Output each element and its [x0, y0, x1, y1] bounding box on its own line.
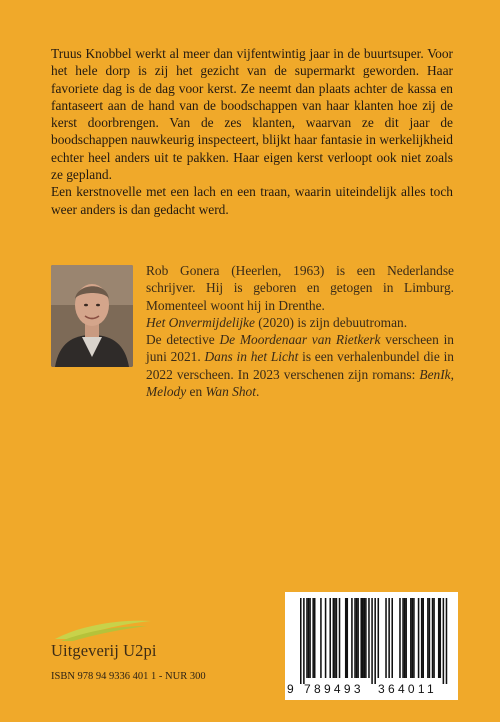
- barcode-bar: [334, 598, 336, 678]
- barcode-guard-bar: [303, 598, 305, 684]
- book-title-dans: Dans in het Licht: [204, 349, 299, 365]
- book-title-moordenaar: De Moordenaar van Rietkerk: [219, 332, 381, 348]
- bio-paragraph-2: Het Onvermijdelijke (2020) is zijn debuutroman.: [146, 314, 408, 330]
- bio-paragraph-1: Rob Gonera (Heerlen, 1963) is een Nederlandse schrijver. Hij is geboren en getogen in Limburg. Momenteel woont hij in Drenthe.: [146, 263, 454, 313]
- barcode-bar: [399, 598, 401, 678]
- barcode-bar: [433, 598, 435, 678]
- blurb-paragraph-1: Truus Knobbel werkt al meer dan vijfentwintig jaar in de buurtsuper. Voor het hele dorp is zij het gezicht van de supermarkt geworden. Haar favoriete dag is de dag voor kerst. Ze neemt dan plaats achter de kassa en fantaseert aan de hand van de boodschappen van haar klanten hoe zij de kerst doorbrengen. Van de zes klanten, waarvan ze dit jaar de boodschappen nauwkeurig inspecteert, blijkt haar fantasie in werkelijkheid echter heel anders uit te pakken. Haar eigen kerst verloopt ook niet zoals ze gepland.: [51, 46, 453, 183]
- barcode-bar: [364, 598, 366, 678]
- barcode-bar: [306, 598, 308, 678]
- barcode-bar: [429, 598, 431, 678]
- barcode-bar: [308, 598, 310, 678]
- barcode-bar: [402, 598, 404, 678]
- feather-swoosh-icon: [51, 617, 251, 643]
- barcode-bar: [405, 598, 407, 678]
- author-bio: [146, 262, 454, 400]
- barcode-digit-first: 9: [287, 682, 294, 696]
- barcode-bar: [312, 598, 314, 678]
- barcode-bar: [345, 598, 347, 678]
- barcode-bar: [391, 598, 393, 678]
- author-photo: [51, 265, 133, 367]
- barcode-guard-bar: [374, 598, 376, 684]
- barcode-bar: [356, 598, 358, 678]
- barcode-guard-bar: [300, 598, 302, 684]
- blurb-text: [51, 45, 453, 218]
- barcode-bar: [412, 598, 414, 678]
- barcode-bar: [418, 598, 420, 678]
- barcode-digits: [285, 682, 458, 698]
- barcode-bar: [421, 598, 423, 678]
- barcode-bar: [329, 598, 331, 678]
- barcode-bar: [368, 598, 370, 678]
- barcode-bar: [422, 598, 424, 678]
- barcode-bar: [333, 598, 335, 678]
- barcode-bar: [413, 598, 415, 678]
- barcode-digits-left: 789493: [304, 682, 364, 696]
- barcode-bar: [360, 598, 362, 678]
- barcode-guard-bar: [443, 598, 445, 684]
- barcode-bar: [410, 598, 412, 678]
- barcode-bar: [347, 598, 349, 678]
- barcode-bar: [309, 598, 311, 678]
- book-title-melody: Melody: [146, 384, 187, 400]
- barcode-bar: [325, 598, 327, 678]
- book-title-wan-shot: Wan Shot: [205, 384, 256, 400]
- barcode-bar: [385, 598, 387, 678]
- book-title-het-onvermijdelijke: Het Onvermijdelijke: [146, 314, 255, 330]
- barcode-bar: [438, 598, 440, 678]
- barcode-bar: [404, 598, 406, 678]
- blurb-paragraph-2: Een kerstnovelle met een lach en een traan, waarin uiteindelijk alles toch weer anders is dan gedacht werd.: [51, 184, 453, 217]
- barcode-bar: [365, 598, 367, 678]
- isbn-barcode: [285, 592, 458, 700]
- barcode-bar: [362, 598, 364, 678]
- barcode-bar: [336, 598, 338, 678]
- barcode-bar: [314, 598, 316, 678]
- book-title-benik: BenIk: [419, 366, 451, 382]
- barcode-bar: [388, 598, 390, 678]
- barcode-digits-right: 364011: [378, 682, 437, 696]
- barcode-bar: [440, 598, 442, 678]
- barcode-bar: [354, 598, 356, 678]
- author-portrait-image: [51, 265, 133, 367]
- barcode-bar: [378, 598, 380, 678]
- barcode-guard-bar: [446, 598, 448, 684]
- isbn-nur-line: ISBN 978 94 9336 401 1 - NUR 300: [51, 671, 206, 682]
- publisher-logo: [51, 617, 251, 660]
- barcode-bar: [339, 598, 341, 678]
- barcode-bar: [432, 598, 434, 678]
- publisher-name: Uitgeverij U2pi: [51, 641, 157, 660]
- barcode-bar: [320, 598, 322, 678]
- barcode-bars: [285, 592, 458, 684]
- barcode-guard-bar: [371, 598, 373, 684]
- bio-paragraph-3: De detective De Moordenaar van Rietkerk verscheen in juni 2021. Dans in het Licht is een verhalenbundel die in 2022 verscheen. In 2023 verschenen zijn romans: BenIk, Melody en Wan Shot.: [146, 332, 454, 400]
- barcode-bar: [427, 598, 429, 678]
- barcode-bar: [357, 598, 359, 678]
- barcode-bar: [351, 598, 353, 678]
